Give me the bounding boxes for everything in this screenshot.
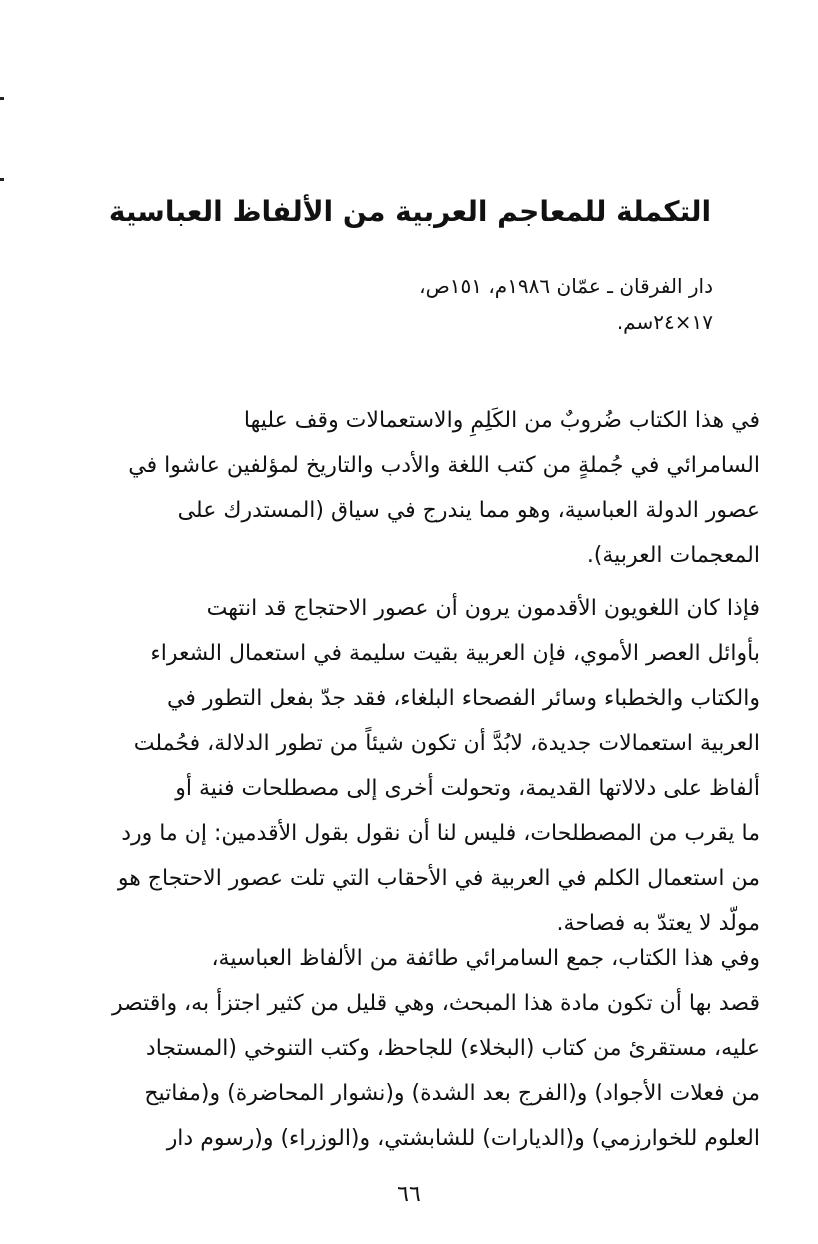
text-line: بأوائل العصر الأموي، فإن العربية بقيت سليمة في استعمال الشعراء [150, 641, 760, 666]
publication-info [113, 268, 713, 340]
text-line: عليه، مستقرئ من كتاب (البخلاء) للجاحظ، وكتب التنوخي (المستجاد [145, 1036, 760, 1061]
text-line: قصد بها أن تكون مادة هذا المبحث، وهي قليل من كثير اجتزأ به، واقتصر [111, 991, 760, 1016]
text-line: في هذا الكتاب ضُروبٌ من الكَلِمِ والاستعمالات وقف عليها [243, 408, 760, 433]
edge-mark [0, 178, 4, 181]
paragraph-3 [60, 936, 760, 1161]
publication-line: دار الفرقان ـ عمّان ١٩٨٦م، ١٥١ص، [419, 274, 713, 298]
text-line: وفي هذا الكتاب، جمع السامرائي طائفة من الألفاظ العباسية، [211, 946, 760, 971]
text-line: العلوم للخوارزمي) و(الديارات) للشابشتي، و(الوزراء) و(رسوم دار [166, 1126, 760, 1151]
publication-line: ١٧×٢٤سم. [616, 310, 713, 334]
paragraph-2 [60, 586, 760, 946]
page-title: التكملة للمعاجم العربية من الألفاظ العباسية [108, 195, 712, 228]
text-line: المعجمات العربية). [586, 543, 760, 568]
text-line: فإذا كان اللغويون الأقدمون يرون أن عصور الاحتجاج قد انتهت [206, 596, 760, 621]
text-line: مولّد لا يعتدّ به فصاحة. [556, 911, 760, 936]
text-line: ما يقرب من المصطلحات، فليس لنا أن نقول بقول الأقدمين: إن ما ورد [121, 821, 760, 846]
text-line: والكتاب والخطباء وسائر الفصحاء البلغاء، فقد جدّ بفعل التطور في [167, 686, 760, 711]
page-number: ٦٦ [397, 1182, 421, 1207]
text-line: من فعلات الأجواد) و(الفرج بعد الشدة) و(نشوار المحاضرة) و(مفاتيح [144, 1081, 760, 1106]
text-line: عصور الدولة العباسية، وهو مما يندرج في سياق (المستدرك على [177, 498, 760, 523]
text-line: السامرائي في جُملةٍ من كتب اللغة والأدب والتاريخ لمؤلفين عاشوا في [128, 453, 760, 478]
edge-mark [0, 97, 4, 100]
text-line: من استعمال الكلم في العربية في الأحقاب التي تلت عصور الاحتجاج هو [117, 866, 760, 891]
text-line: ألفاظ على دلالاتها القديمة، وتحولت أخرى إلى مصطلحات فنية أو [175, 776, 760, 801]
text-line: العربية استعمالات جديدة، لابُدَّ أن تكون شيئاً من تطور الدلالة، فحُملت [133, 731, 760, 756]
paragraph-1 [60, 398, 760, 578]
